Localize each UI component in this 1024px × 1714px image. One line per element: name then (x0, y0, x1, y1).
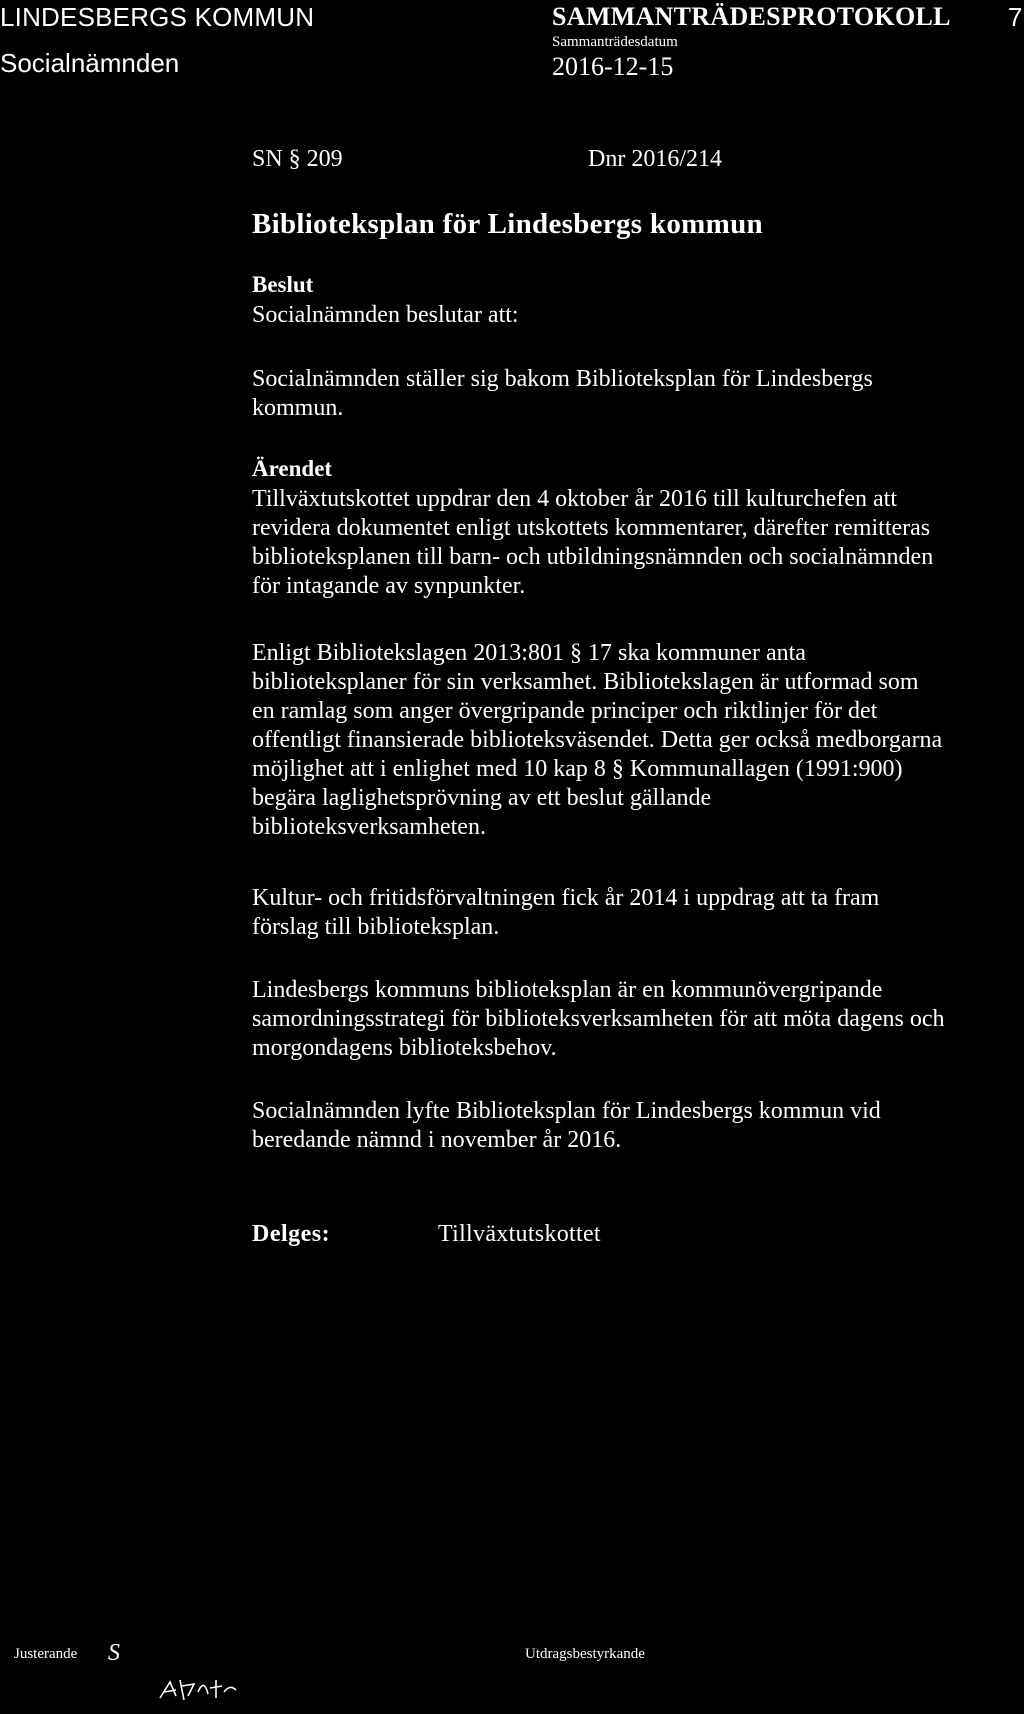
beslut-intro-text: Socialnämnden beslutar att: (252, 302, 519, 328)
signature-image (154, 1672, 244, 1708)
text-line: möjlighet att i enlighet med 10 kap 8 § Kommunallagen (1991:900) (252, 756, 903, 782)
arendet-paragraph-2 (252, 639, 942, 842)
text-line: revidera dokumentet enligt utskottets kommentarer, därefter remitteras (252, 515, 931, 541)
text-line: biblioteksverksamheten. (252, 814, 486, 840)
case-number: Dnr 2016/214 (588, 146, 722, 172)
beslut-intro (252, 301, 519, 330)
text-line: biblioteksplanen till barn- och utbildningsnämnden och socialnämnden (252, 544, 934, 570)
text-line: Lindesbergs kommuns biblioteksplan är en kommunövergripande (252, 977, 883, 1003)
justerande-initial: S (108, 1640, 120, 1666)
decision-line: kommun. (252, 395, 344, 421)
header-organization: LINDESBERGS KOMMUN (0, 2, 315, 32)
text-line: Socialnämnden lyfte Biblioteksplan för Lindesbergs kommun vid (252, 1098, 881, 1124)
text-line: morgondagens biblioteksbehov. (252, 1035, 557, 1061)
beslut-heading: Beslut (252, 272, 314, 297)
text-line: beredande nämnd i november år 2016. (252, 1127, 622, 1153)
text-line: en ramlag som anger övergripande principer och riktlinjer för det (252, 698, 878, 724)
arendet-paragraph-3 (252, 884, 879, 942)
text-line: Kultur- och fritidsförvaltningen fick år 2014 i uppdrag att ta fram (252, 885, 880, 911)
delges-label: Delges: (252, 1221, 331, 1247)
delges-recipient: Tillväxtutskottet (438, 1221, 601, 1247)
decision-line: Socialnämnden ställer sig bakom Biblioteksplan för Lindesbergs (252, 366, 873, 392)
text-line: för intagande av synpunkter. (252, 573, 526, 599)
text-line: Enligt Bibliotekslagen 2013:801 § 17 ska kommuner anta (252, 640, 806, 666)
arendet-heading: Ärendet (252, 456, 333, 481)
section-title: Biblioteksplan för Lindesbergs kommun (252, 208, 763, 240)
header-board: Socialnämnden (0, 48, 180, 78)
text-line: förslag till biblioteksplan. (252, 914, 500, 940)
arendet-paragraph-4 (252, 976, 944, 1063)
text-line: offentligt finansierade biblioteksväsendet. Detta ger också medborgarna (252, 727, 943, 753)
header-date-label: Sammanträdesdatum (552, 34, 678, 50)
arendet-paragraph-5 (252, 1097, 881, 1155)
utdragsbestyrkande-label: Utdragsbestyrkande (525, 1646, 645, 1662)
beslut-decision (252, 365, 873, 423)
justerande-label: Justerande (14, 1646, 78, 1662)
text-line: biblioteksplaner för sin verksamhet. Bibliotekslagen är utformad som (252, 669, 919, 695)
page-number: 7 (1008, 2, 1023, 32)
header-document-type: SAMMANTRÄDESPROTOKOLL (552, 2, 951, 31)
header-date: 2016-12-15 (552, 52, 674, 81)
text-line: samordningsstrategi för biblioteksverksamheten för att möta dagens och (252, 1006, 945, 1032)
arendet-paragraph-1 (252, 485, 933, 601)
text-line: begära laglighetsprövning av ett beslut gällande (252, 785, 712, 811)
text-line: Tillväxtutskottet uppdrar den 4 oktober år 2016 till kulturchefen att (252, 486, 897, 512)
section-number: SN § 209 (252, 146, 343, 172)
